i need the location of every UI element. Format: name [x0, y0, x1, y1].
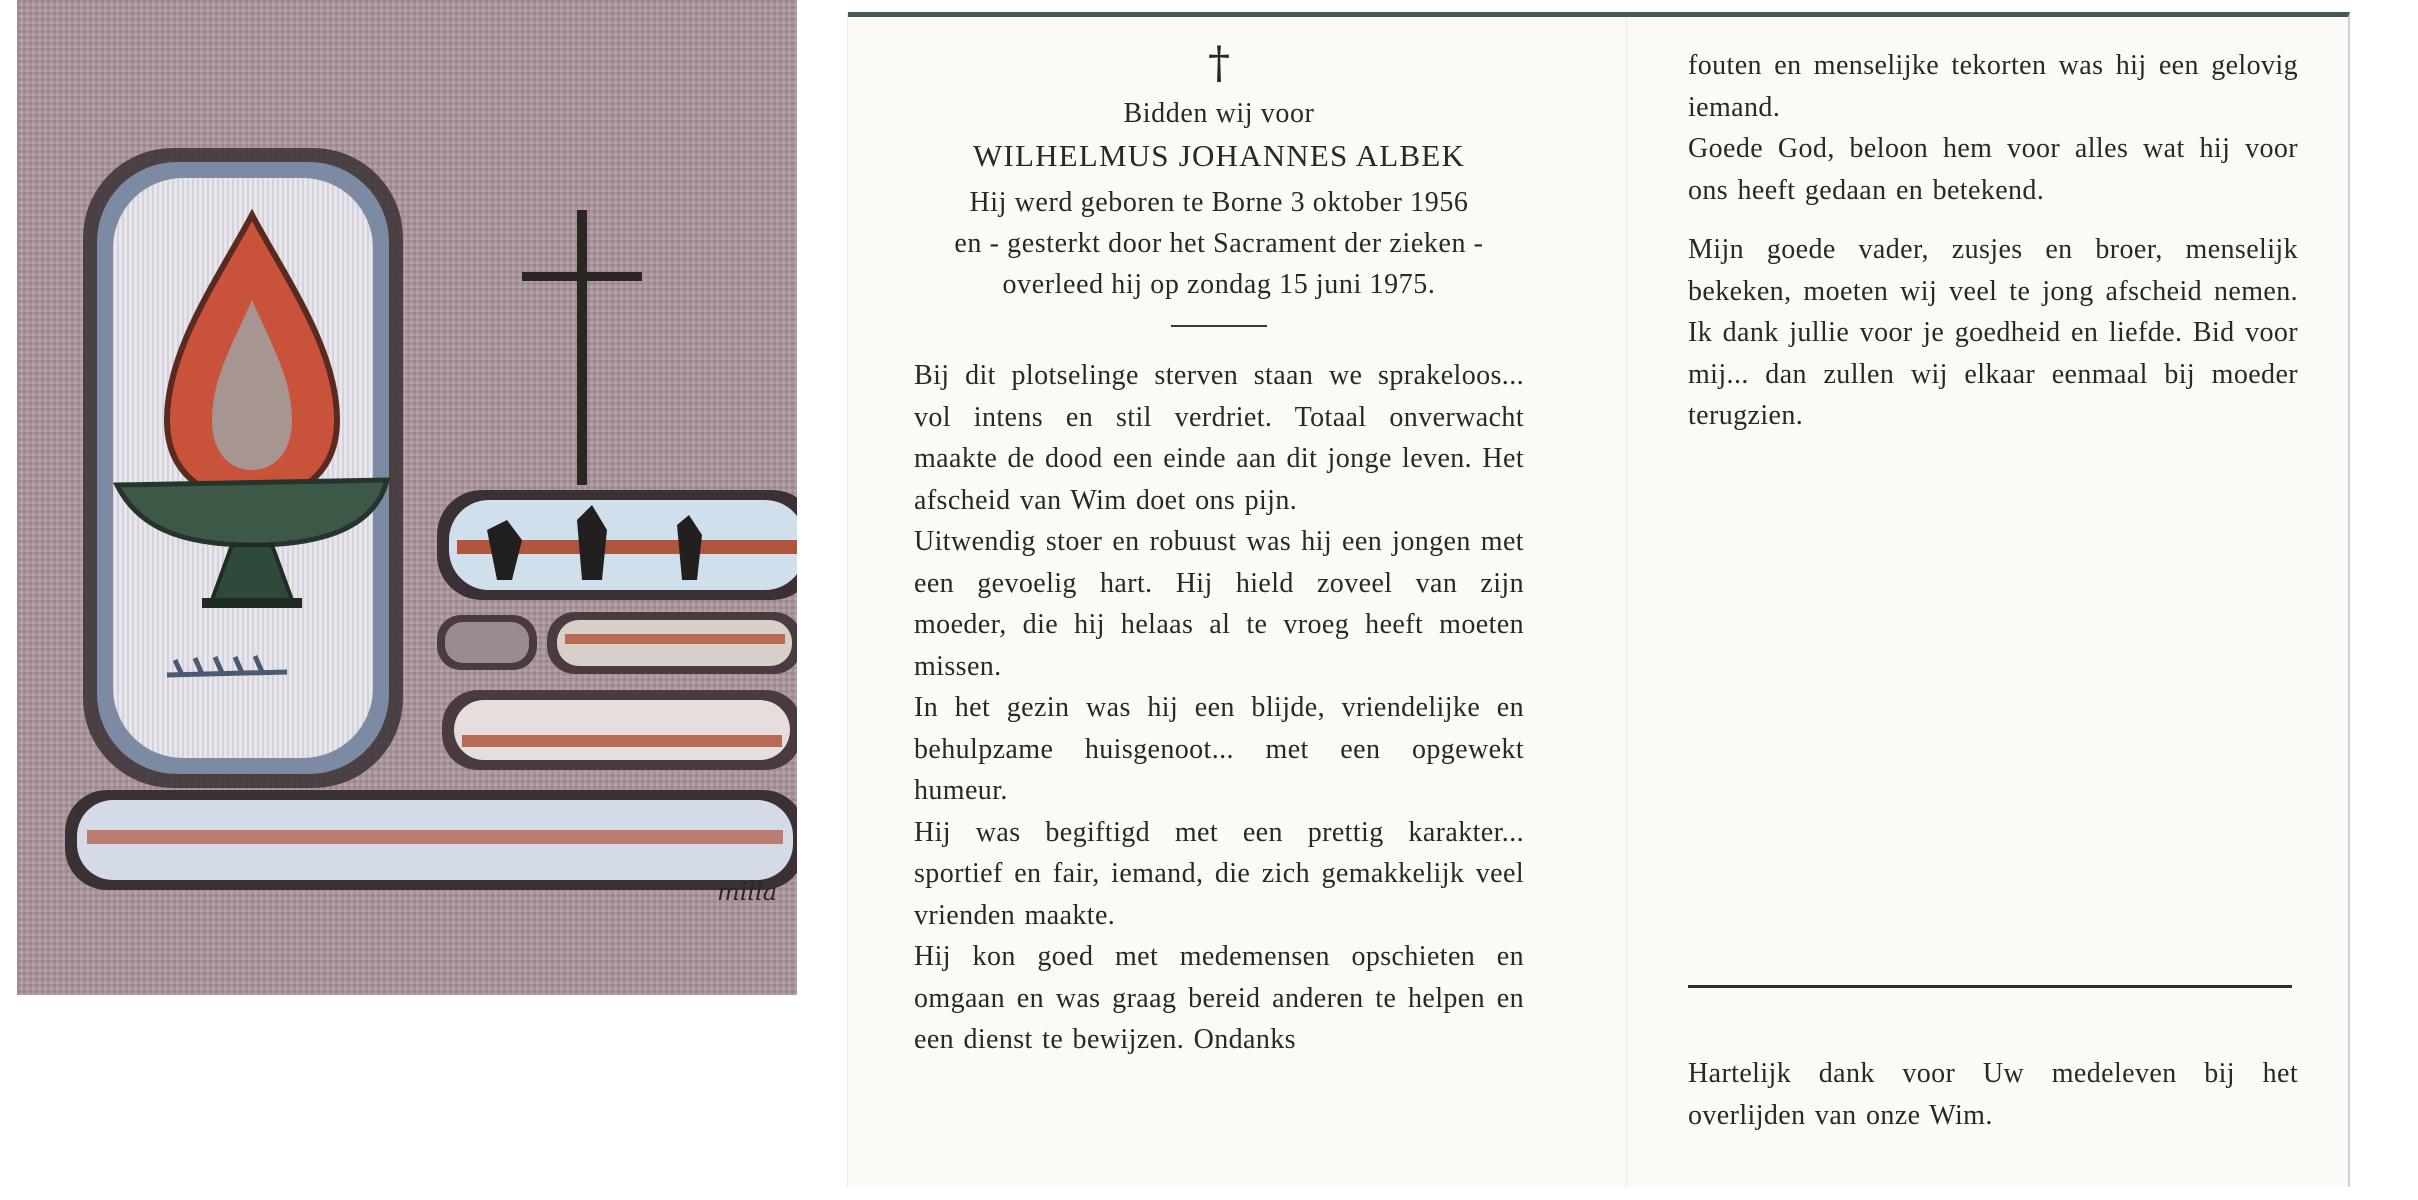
card-fold-line — [1626, 17, 1627, 1187]
paragraph-6: fouten en menselijke tekorten was hij een gelovig iemand. — [1688, 50, 2298, 123]
thanks-text: Hartelijk dank voor Uw medeleven bij het overlijden van onze Wim. — [1688, 1058, 2298, 1131]
paragraph-2: Uitwendig stoer en robuust was hij een jongen met een gevoelig hart. Hij hield zoveel van zijn moeder, die hij helaas al te vroeg heeft moeten missen. — [914, 526, 1524, 682]
short-divider — [1171, 325, 1267, 327]
stone-with-figures — [437, 490, 797, 600]
long-divider — [1688, 985, 2292, 988]
memorial-text-card — [848, 12, 2350, 1187]
stone-row-3 — [442, 690, 797, 770]
pray-line: Bidden wij voor — [1123, 98, 1315, 129]
paragraph-8: Mijn goede vader, zusjes en broer, menselijk bekeken, moeten wij veel te jong afscheid nemen. Ik dank jullie voor je goedheid en liefde. Bid voor mij... dan zullen wij elkaar eenmaal bij moeder terugzien. — [1688, 234, 2298, 431]
paragraph-1: Bij dit plotselinge sterven staan we sprakeloos... vol intens en stil verdriet. Totaal onverwacht maakte de dood een einde aan dit jonge leven. Het afscheid van Wim doet ons pijn. — [914, 360, 1524, 516]
birth-line-2: en - gesterkt door het Sacrament der zieken - — [954, 228, 1484, 259]
paragraph-3: In het gezin was hij een blijde, vriendelijke en behulpzame huisgenoot... met een opgewekt humeur. — [914, 692, 1524, 806]
cross-icon: † — [1208, 38, 1230, 89]
artwork-card — [17, 0, 797, 995]
paragraph-4: Hij was begiftigd met een prettig karakter... sportief en fair, iemand, die zich gemakkelijk veel vrienden maakte. — [914, 816, 1524, 931]
right-text-panel — [1688, 45, 2298, 437]
artwork-illustration — [17, 0, 797, 995]
paragraph-5: Hij kon goed met medemensen opschieten en omgaan en was graag bereid anderen te helpen en een dienst te bewijzen. Ondanks — [914, 941, 1524, 1055]
left-text-panel — [914, 35, 1524, 1061]
artist-signature: milla — [717, 878, 778, 906]
birth-line-3: overleed hij op zondag 15 juni 1975. — [1002, 269, 1436, 300]
birth-line-1: Hij werd geboren te Borne 3 oktober 1956 — [969, 187, 1469, 218]
base-stone — [65, 790, 797, 890]
paragraph-7: Goede God, beloon hem voor alles wat hij voor ons heeft gedaan en betekend. — [1688, 133, 2298, 206]
stone-row-2 — [437, 612, 797, 674]
deceased-name: WILHELMUS JOHANNES ALBEK — [972, 138, 1466, 173]
thanks-block — [1688, 1053, 2298, 1136]
